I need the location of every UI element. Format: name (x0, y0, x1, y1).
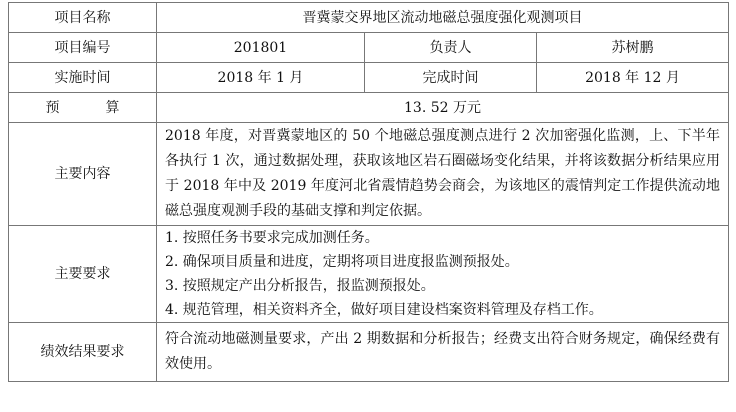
requirement-item: 2. 确保项目质量和进度，定期将项目进度报监测预报处。 (165, 254, 519, 270)
requirement-item: 1. 按照任务书要求完成加测任务。 (165, 230, 379, 246)
project-name-label: 项目名称 (9, 3, 157, 33)
start-time-value: 2018 年 1 月 (157, 63, 365, 93)
end-time-value: 2018 年 12 月 (537, 63, 729, 93)
row-budget (9, 93, 729, 123)
project-info-table (8, 2, 729, 382)
main-content-label: 主要内容 (9, 123, 157, 226)
row-project-name (9, 3, 729, 33)
leader-value: 苏树鹏 (537, 33, 729, 63)
row-dates (9, 63, 729, 93)
requirements-cell (157, 226, 729, 323)
project-name-value: 晋冀蒙交界地区流动地磁总强度强化观测项目 (157, 3, 729, 33)
budget-label-char1: 预 (45, 99, 60, 116)
budget-value: 13. 52 万元 (157, 93, 729, 123)
start-time-label: 实施时间 (9, 63, 157, 93)
performance-label: 绩效结果要求 (9, 323, 157, 382)
main-content-text: 2018 年度，对晋冀蒙地区的 50 个地磁总强度测点进行 2 次加密强化监测，上、下半年各执行 1 次，通过数据处理，获取该地区岩石圈磁场变化结果，并将该数据分析结果应用于 2018 年中及 2019 年度河北省震情趋势会商会，为该地区的震情判定工作提供流动地磁总强度观测手段的基础支撑和判定依据。 (165, 128, 720, 219)
performance-cell (157, 323, 729, 382)
requirement-item: 3. 按照规定产出分析报告，报监测预报处。 (165, 278, 435, 294)
requirement-item: 4. 规范管理，相关资料齐全，做好项目建设档案资料管理及存档工作。 (165, 302, 603, 318)
row-performance (9, 323, 729, 382)
end-time-label: 完成时间 (365, 63, 537, 93)
project-no-value: 201801 (157, 33, 365, 63)
row-project-no (9, 33, 729, 63)
leader-label: 负责人 (365, 33, 537, 63)
row-main-content (9, 123, 729, 226)
main-content-cell (157, 123, 729, 226)
budget-label (9, 93, 157, 123)
budget-label-char2: 算 (105, 99, 120, 116)
row-requirements (9, 226, 729, 323)
project-no-label: 项目编号 (9, 33, 157, 63)
requirements-label: 主要要求 (9, 226, 157, 323)
performance-text: 符合流动地磁测量要求，产出 2 期数据和分析报告；经费支出符合财务规定，确保经费有效使用。 (165, 331, 720, 372)
